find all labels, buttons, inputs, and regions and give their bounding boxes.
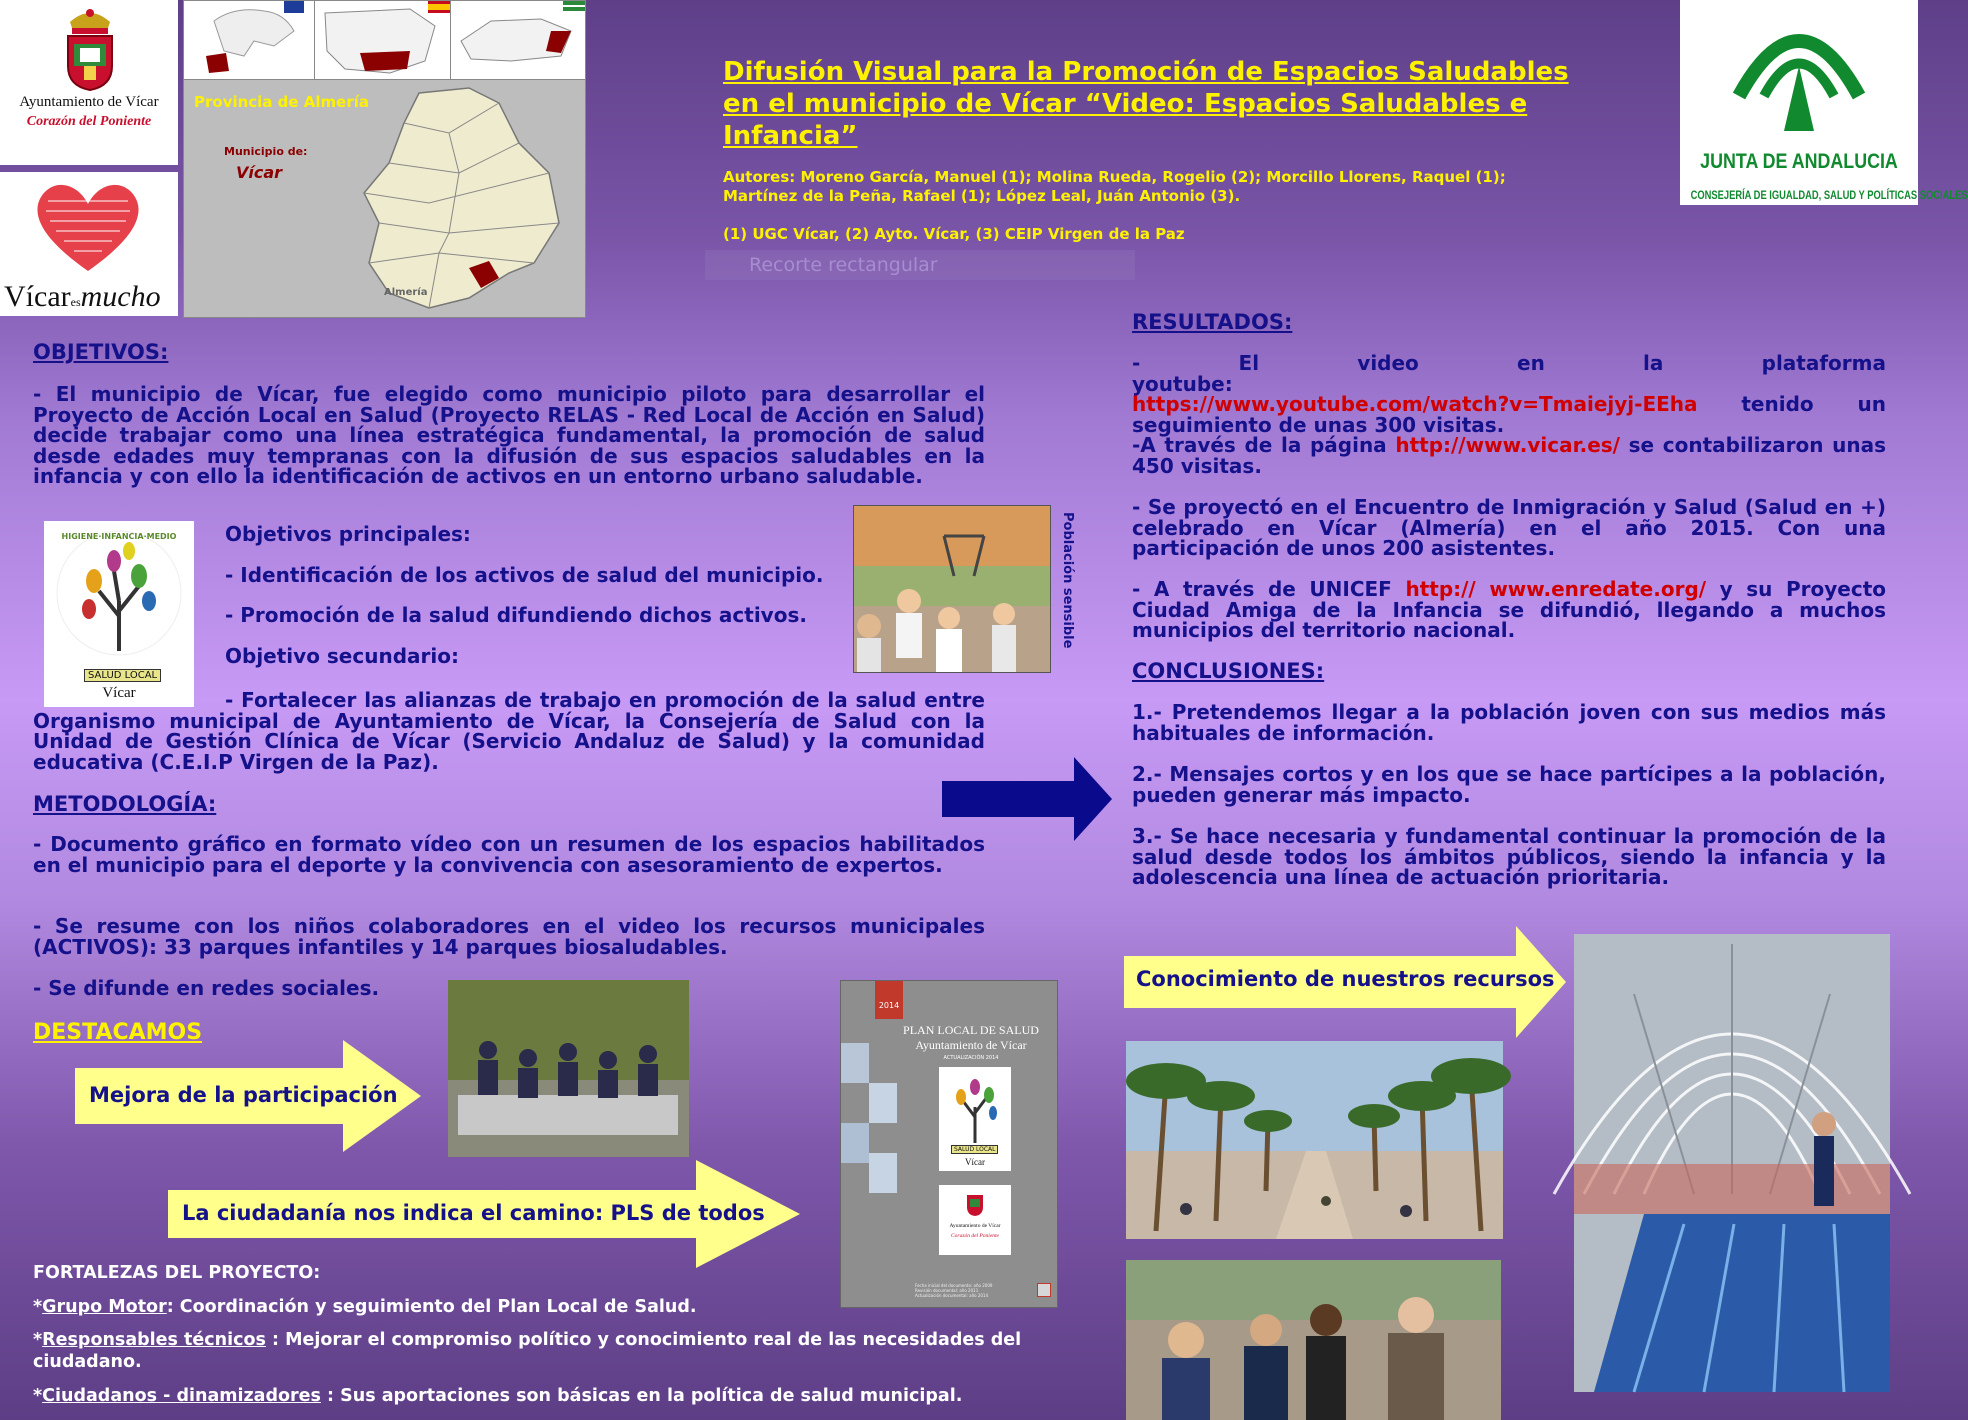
youtube-link[interactable]: https://www.youtube.com/watch?v=Tmaiejyj-EEha — [1132, 392, 1698, 416]
pool-photo — [1574, 934, 1890, 1392]
junta-arch-icon — [1724, 6, 1874, 136]
conclusiones-heading: CONCLUSIONES: — [1132, 659, 1325, 683]
junta-logo — [1680, 0, 1968, 205]
resultado-1-post: tenido un seguimiento de unas 300 visitas. — [1132, 392, 1886, 437]
junta-dept: CONSEJERÍA DE IGUALDAD, SALUD Y POLÍTICAS SOCIALES — [1690, 188, 1968, 202]
heart-icon — [28, 176, 148, 276]
fortaleza-3-term: Ciudadanos - dinamizadores — [42, 1386, 321, 1406]
metodologia-p1: - Documento gráfico en formato vídeo con un resumen de los espacios habilitados en el municipio para el deporte y la convivencia con asesoramiento de expertos. — [33, 832, 985, 877]
resultado-1 — [1132, 353, 1886, 435]
fortaleza-3-text: : Sus aportaciones son básicas en la política de salud municipal. — [320, 1386, 963, 1406]
promenade-photo — [1126, 1041, 1503, 1239]
pls-foot-3: Actualización documental: año 2014 — [915, 1293, 989, 1298]
resultado-2-post: se contabilizaron unas 450 visitas. — [1132, 433, 1886, 478]
pls-subtitle: ACTUALIZACIÓN 2014 — [943, 1055, 999, 1061]
group-photo — [448, 980, 689, 1157]
map-europe — [184, 1, 315, 80]
pls-foot-1: Fecha inicial del documento: año 2009 — [915, 1283, 993, 1288]
fortaleza-1-term: Grupo Motor — [42, 1297, 167, 1317]
pls-ayto-card — [939, 1185, 1011, 1255]
map-province-label: Provincia de Almería — [194, 93, 370, 111]
resultado-1-pre: - El video en la plataforma youtube: — [1132, 351, 1886, 396]
resultado-4-pre: - A través de UNICEF — [1132, 577, 1392, 601]
poster-title — [723, 56, 1593, 152]
objetivos-principales — [225, 524, 885, 666]
salud-local-logo — [44, 521, 194, 707]
pls-decor-blocks — [841, 1043, 901, 1203]
fortaleza-3 — [33, 1385, 1073, 1407]
enredate-link[interactable]: http:// www.enredate.org/ — [1405, 577, 1707, 601]
pls-ayto: Ayuntamiento de Vícar — [949, 1223, 1001, 1229]
objetivos-intro: - El municipio de Vícar, fue elegido como municipio piloto para desarrollar el Proyecto de Acción Local en Salud (Proyecto RELAS - Red Local de Acción en Salud) decide trabajar como una línea estratégica fundamental, la promoción de salud desde edades muy tempranas con la difusión de sus espacios saludables en la infancia y con ello la identificación de activos en un entorno urbano saludable. — [33, 382, 985, 488]
photo-caption: Población sensible — [1060, 512, 1075, 649]
vicar-heart-logo — [0, 172, 178, 316]
municipality-label: Municipio de: — [224, 145, 308, 158]
heart-logo-text — [4, 280, 161, 314]
resultado-2-pre: -A través de la página — [1132, 433, 1387, 457]
heart-logo-small: es — [70, 295, 81, 309]
vicar-link[interactable]: http://www.vicar.es/ — [1395, 433, 1620, 457]
vicar-slogan: Corazón del Poniente — [26, 114, 152, 129]
location-map — [183, 0, 586, 318]
fortalezas-heading: FORTALEZAS DEL PROYECTO: — [33, 1263, 321, 1283]
vicar-logo-panel — [0, 0, 178, 165]
resultado-4-post: y su Proyecto Ciudad Amiga de la Infancia se difundió, llegando a muchos municipios del territorio nacional. — [1132, 577, 1887, 642]
pls-badge: SALUD LOCAL — [951, 1145, 998, 1154]
fortaleza-2 — [33, 1329, 1073, 1373]
pls-cover — [840, 980, 1058, 1308]
arrow-label-ciudadania: La ciudadanía nos indica el camino: PLS de todos — [182, 1201, 765, 1225]
arrow-label-recursos: Conocimiento de nuestros recursos — [1136, 967, 1555, 991]
principal-1: - Identificación de los activos de salud del municipio. — [225, 562, 824, 587]
pls-title-1: PLAN LOCAL DE SALUD — [903, 1023, 1039, 1037]
metodologia-p2: - Se resume con los niños colaboradores en el video los recursos municipales (ACTIVOS): 33 parques infantiles y 14 parques biosaludables. — [33, 914, 985, 959]
salud-local-town: Vícar — [102, 685, 136, 701]
affiliations: (1) UGC Vícar, (2) Ayto. Vícar, (3) CEIP Virgen de la Paz — [723, 225, 1185, 243]
resultado-3: - Se proyectó en el Encuentro de Inmigración y Salud (Salud en +) celebrado en Vícar (Almería) en el año 2015. Con una participación de unos 200 asistentes. — [1132, 495, 1886, 560]
conclusion-3: 3.- Se hace necesaria y fundamental continuar la promoción de la salud desde todos los ámbitos públicos, siendo la infancia y la adolescencia una línea de actuación prioritaria. — [1132, 824, 1886, 889]
pls-foot-2: Revisión documental: año 2011 — [915, 1288, 979, 1293]
pls-title-2: Ayuntamiento de Vícar — [915, 1038, 1027, 1052]
fortaleza-2-term: Responsables técnicos — [42, 1330, 266, 1350]
resultado-2 — [1132, 435, 1886, 476]
fortaleza-1-star: * — [33, 1297, 43, 1317]
authors-line-2: Martínez de la Peña, Rafael (1); López Leal, Juán Antonio (3). — [723, 187, 1241, 205]
fortaleza-2-text: : Mejorar el compromiso político y conocimiento real de las necesidades del ciudadano. — [33, 1330, 1022, 1372]
conclusion-1: 1.- Pretendemos llegar a la población joven con sus medios más habituales de información. — [1132, 700, 1886, 745]
ghost-snip-tool — [705, 250, 1135, 280]
city-label: Almería — [384, 287, 428, 298]
authors-line-1: Autores: Moreno García, Manuel (1); Molina Rueda, Rogelio (2); Morcillo Llorens, Raquel (1); — [723, 168, 1506, 186]
title-line-3: Infancia” — [723, 121, 858, 151]
ghost-tool-label: Recorte rectangular — [749, 254, 938, 276]
coat-of-arms-icon — [60, 4, 120, 92]
authors — [723, 168, 1603, 244]
fortaleza-3-star: * — [33, 1386, 43, 1406]
salud-local-badge: SALUD LOCAL — [84, 669, 161, 682]
pls-town: Vícar — [965, 1157, 985, 1167]
fortaleza-1 — [33, 1296, 1073, 1318]
metodologia-heading: METODOLOGÍA: — [33, 792, 217, 816]
vicar-name: Ayuntamiento de Vícar — [19, 94, 159, 110]
map-spain — [315, 1, 451, 80]
pls-slogan: Corazón del Poniente — [951, 1233, 999, 1239]
secundario-heading: Objetivo secundario: — [225, 643, 459, 668]
objetivo-secundario: - Fortalecer las alianzas de trabajo en promoción de la salud entre Organismo municipal de Ayuntamiento de Vícar, la Consejería de Salud con la Unidad de Gestión Clínica de Vícar (Servicio Andaluz de Salud) y la comunidad educativa (C.E.I.P Virgen de la Paz). — [33, 688, 985, 774]
fortaleza-1-text: : Coordinación y seguimiento del Plan Local de Salud. — [166, 1297, 697, 1317]
resultado-4 — [1132, 579, 1886, 641]
arrow-label-participacion: Mejora de la participación — [89, 1083, 398, 1107]
people-photo — [1126, 1260, 1501, 1420]
objetivos-heading: OBJETIVOS: — [33, 340, 169, 364]
tree-icon — [44, 521, 194, 671]
junta-name: JUNTA DE ANDALUCIA — [1700, 150, 1898, 173]
heart-logo-tail: mucho — [80, 280, 161, 313]
resultados-heading: RESULTADOS: — [1132, 310, 1293, 334]
dark-arrow-right-icon — [942, 757, 1112, 841]
principal-2: - Promoción de la salud difundiendo dichos activos. — [225, 603, 807, 627]
title-line-1: Difusión Visual para la Promoción de Espacios Saludables — [723, 57, 1569, 87]
svg-text:HIGIENE·INFANCIA·MEDIO: HIGIENE·INFANCIA·MEDIO — [61, 532, 177, 541]
conclusion-2: 2.- Mensajes cortos y en los que se hace partícipes a la población, pueden generar más impacto. — [1132, 762, 1886, 807]
municipality-name: Vícar — [236, 163, 283, 182]
map-andalucia — [451, 1, 585, 80]
heart-logo-main: Vícar — [4, 280, 71, 313]
pls-year: 2014 — [875, 981, 903, 1019]
principal-heading: Objetivos principales: — [225, 522, 471, 546]
destacamos-heading: DESTACAMOS — [33, 1020, 203, 1045]
almeria-province-map — [349, 83, 569, 313]
pls-logo-card — [939, 1067, 1011, 1171]
title-line-2: en el municipio de Vícar “Video: Espacios Saludables e — [723, 89, 1528, 119]
pls-coat-icon — [965, 1189, 985, 1217]
fortaleza-2-star: * — [33, 1330, 43, 1350]
metodologia-p3: - Se difunde en redes sociales. — [33, 976, 380, 1000]
playground-photo — [853, 505, 1051, 673]
pls-corner-mark — [1037, 1283, 1051, 1297]
